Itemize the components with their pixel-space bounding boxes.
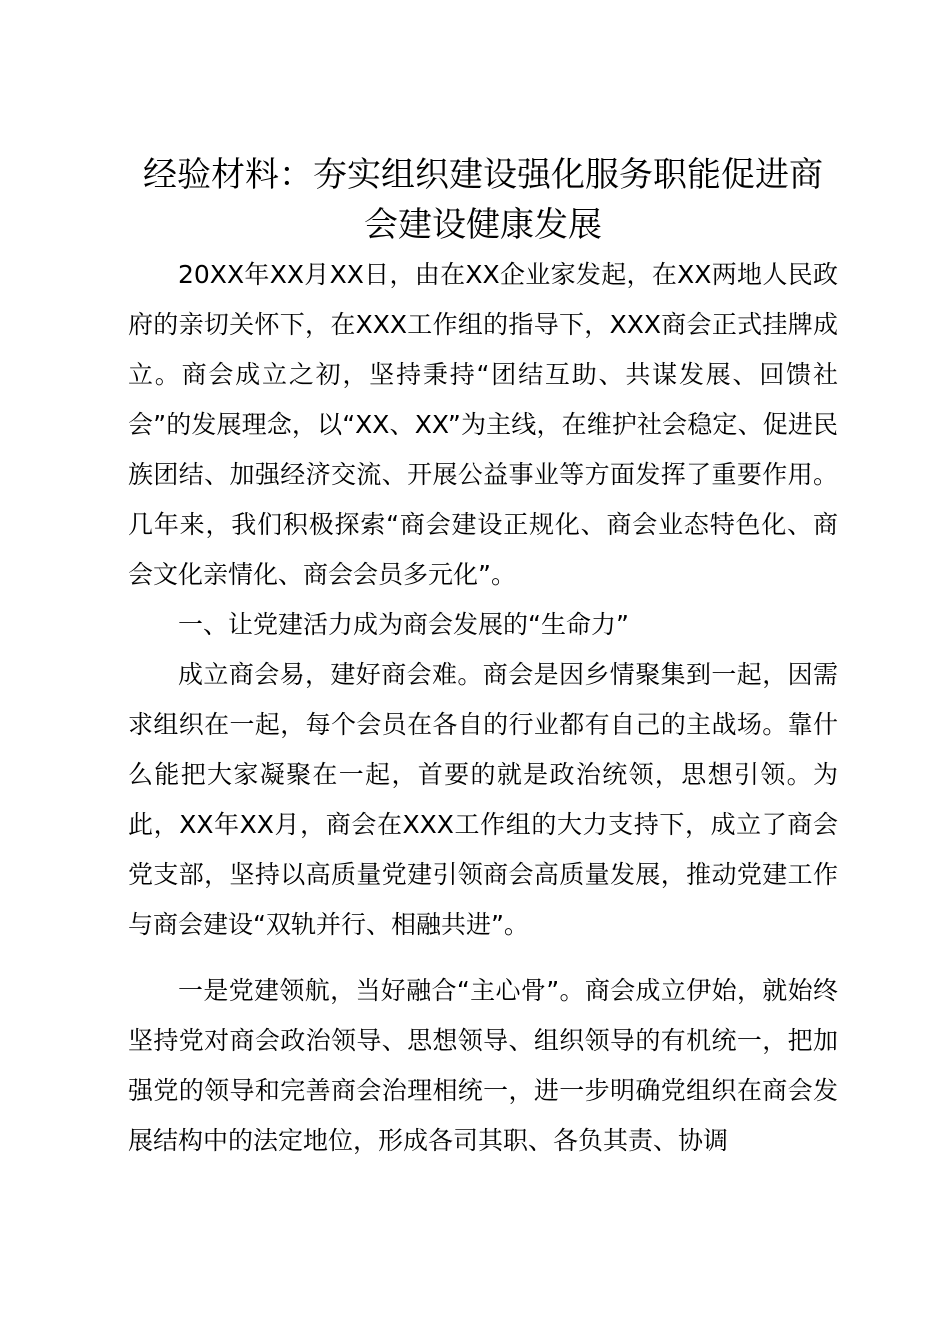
section-paragraph: 成立商会易，建好商会难。商会是因乡情聚集到一起，因需求组织在一起，每个会员在各自的行业都有自己的主战场。靠什么能把大家凝聚在一起，首要的就是政治统领，思想引领。为此，XX年XX月，商会在XXX工作组的大力支持下，成立了商会党支部，坚持以高质量党建引领商会高质量发展，推动党建工作与商会建设“双轨并行、相融共进”。	[128, 660, 838, 939]
subsection-paragraph: 一是党建领航，当好融合“主心骨”。商会成立伊始，就始终坚持党对商会政治领导、思想领导、组织领导的有机统一，把加强党的领导和完善商会治理相统一，进一步明确党组织在商会发展结构中的法定地位，形成各司其职、各负其责、协调	[128, 976, 838, 1155]
intro-paragraph: 20XX年XX月XX日，由在XX企业家发起，在XX两地人民政府的亲切关怀下，在XXX工作组的指导下，XXX商会正式挂牌成立。商会成立之初，坚持秉持“团结互助、共谋发展、回馈社会”的发展理念，以“XX、XX”为主线，在维护社会稳定、促进民族团结、加强经济交流、开展公益事业等方面发挥了重要作用。几年来，我们积极探索“商会建设正规化、商会业态特色化、商会文化亲情化、商会会员多元化”。	[128, 260, 838, 589]
document-title: 经验材料：夯实组织建设强化服务职能促进商会建设健康发展	[143, 155, 823, 245]
document-body	[128, 150, 838, 1166]
section-heading: 一、让党建活力成为商会发展的“生命力”	[178, 610, 629, 639]
